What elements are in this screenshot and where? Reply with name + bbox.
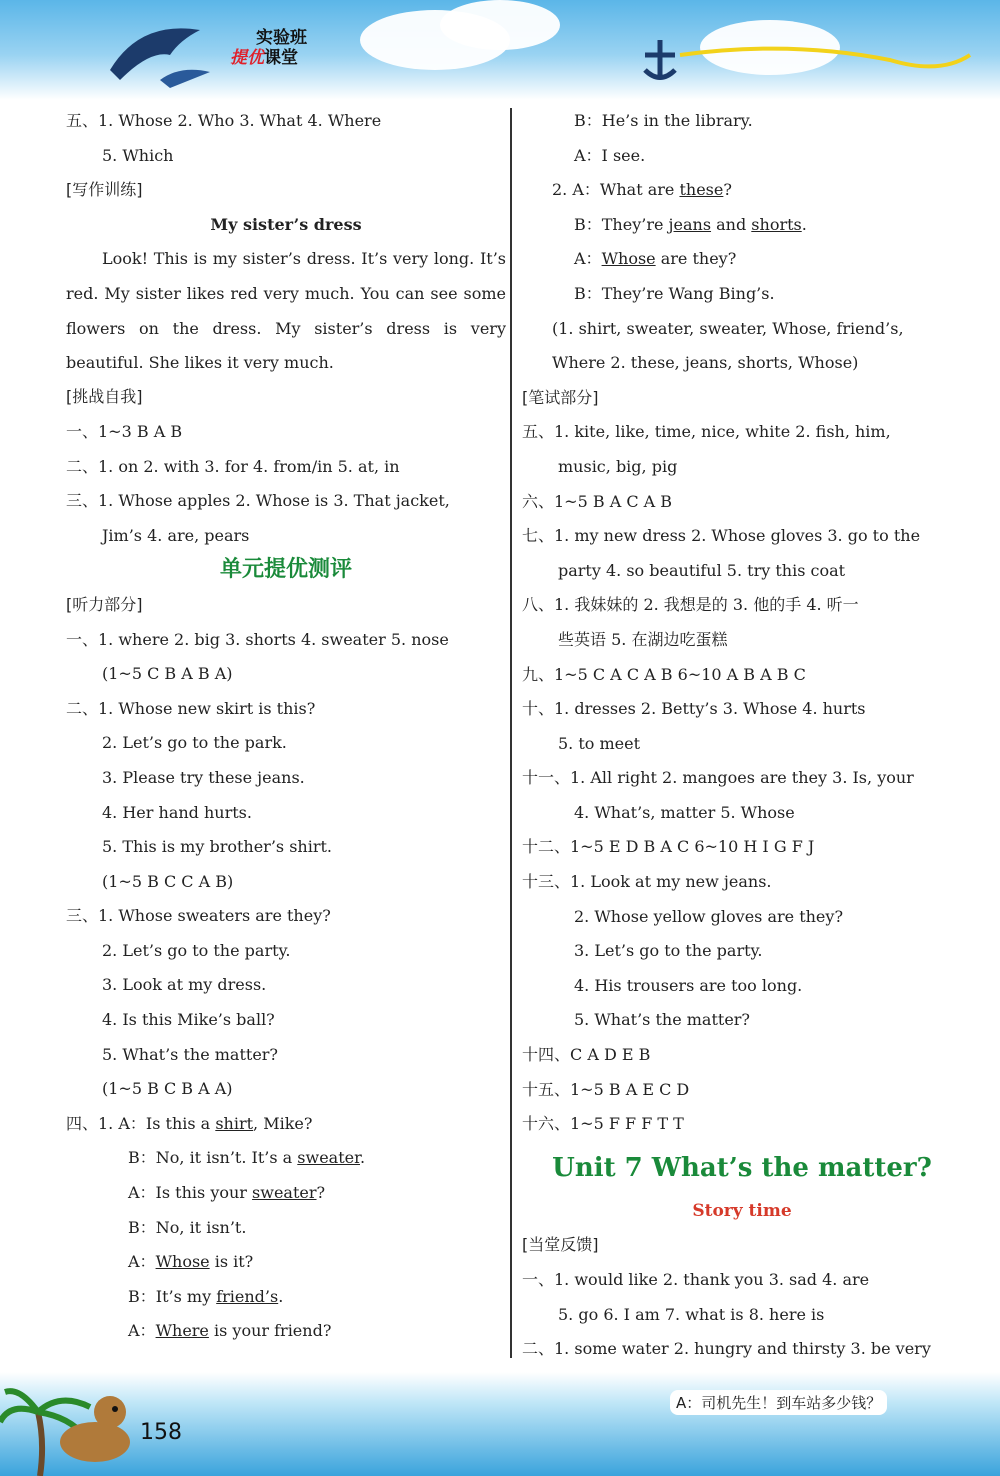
- dialogue-line: B：They’re Wang Bing’s.: [574, 283, 775, 303]
- answer-line: 二、1. some water 2. hungry and thirsty 3. be very: [522, 1339, 931, 1359]
- answer-line: party 4. so beautiful 5. try this coat: [558, 560, 846, 580]
- answer-line: 5. to meet: [558, 733, 641, 753]
- dialogue-line: A：Whose is it?: [128, 1252, 254, 1272]
- essay-body: Look! This is my sister’s dress. It’s very long. It’s red. My sister likes red very much. You can see some flowers on the dress. My sister’s dress is very beautiful. She likes it very much.: [66, 249, 506, 373]
- answer-line: Where 2. these, jeans, shorts, Whose): [552, 353, 859, 373]
- seal-icon: [50, 1387, 140, 1467]
- dialogue-line: A：Whose are they?: [574, 249, 737, 269]
- answer-line: 5. What’s the matter?: [574, 1010, 751, 1030]
- right-column: [522, 104, 962, 1367]
- answer-line: 5. go 6. I am 7. what is 8. here is: [558, 1304, 825, 1324]
- answer-line: 5. This is my brother’s shirt.: [102, 837, 333, 857]
- answer-line: 一、1~3 B A B: [66, 421, 183, 441]
- anchor-icon: [640, 30, 990, 90]
- brand-line-1: 实验班: [256, 28, 307, 48]
- page-number: 158: [140, 1420, 182, 1445]
- unit-test-title: 单元提优测评: [219, 557, 352, 583]
- page-header: [0, 0, 1000, 100]
- answer-line: 二、1. on 2. with 3. for 4. from/in 5. at, in: [66, 456, 400, 476]
- answer-line: 三、1. Whose apples 2. Whose is 3. That jacket,: [66, 491, 450, 511]
- dialogue-line: B：No, it isn’t.: [128, 1217, 247, 1237]
- answer-line: (1~5 B C C A B): [102, 871, 234, 891]
- dialogue-line: A：I see.: [574, 145, 646, 165]
- answer-line: music, big, pig: [558, 456, 678, 476]
- section-tag-listening: [听力部分]: [66, 594, 143, 614]
- answer-line: 五、1. Whose 2. Who 3. What 4. Where: [66, 111, 382, 130]
- answer-line: 三、1. Whose sweaters are they?: [66, 906, 331, 926]
- answer-line: Jim’s 4. are, pears: [102, 525, 250, 545]
- answer-line: 3. Look at my dress.: [102, 975, 267, 995]
- section-tag-written: [笔试部分]: [522, 387, 599, 407]
- section-tag-challenge: [挑战自我]: [66, 387, 143, 407]
- answer-line: 十二、1~5 E D B A C 6~10 H I G F J: [522, 837, 815, 857]
- answer-line: 十、1. dresses 2. Betty’s 3. Whose 4. hurts: [522, 699, 866, 719]
- dialogue-line: B：He’s in the library.: [574, 111, 753, 130]
- answer-line: 3. Let’s go to the party.: [574, 941, 763, 961]
- answer-line: 十一、1. All right 2. mangoes are they 3. Is, your: [522, 768, 914, 788]
- answer-line: 4. Is this Mike’s ball?: [102, 1010, 275, 1030]
- dialogue-line: 四、1. A：Is this a shirt, Mike?: [66, 1113, 313, 1133]
- brand-line-2a: 提优: [230, 48, 264, 68]
- answer-line: 九、1~5 C A C A B 6~10 A B A B C: [522, 664, 806, 684]
- answer-line: 六、1~5 B A C A B: [522, 491, 673, 511]
- dialogue-line: B：It’s my friend’s.: [128, 1286, 284, 1306]
- answer-line: 4. What’s, matter 5. Whose: [574, 802, 795, 822]
- left-column: [66, 104, 506, 1349]
- dialogue-line: A：Where is your friend?: [128, 1321, 332, 1341]
- speech-bubble: A：司机先生！到车站多少钱？: [670, 1390, 887, 1415]
- essay-title: My sister’s dress: [210, 214, 362, 234]
- section-tag-feedback: [当堂反馈]: [522, 1235, 599, 1255]
- answer-line: 些英语 5. 在湖边吃蛋糕: [558, 629, 728, 649]
- brand-line-2b: 课堂: [264, 48, 298, 68]
- answer-line: 2. Whose yellow gloves are they?: [574, 906, 844, 926]
- answer-line: 一、1. would like 2. thank you 3. sad 4. are: [522, 1270, 870, 1289]
- answer-line: 4. His trousers are too long.: [574, 975, 803, 995]
- brand-logo: [230, 28, 307, 68]
- answer-line: 5. What’s the matter?: [102, 1044, 279, 1064]
- answer-line: 八、1. 我妹妹的 2. 我想是的 3. 他的手 4. 听一: [522, 595, 859, 615]
- answer-line: (1~5 C B A B A): [102, 664, 233, 684]
- answer-line: 十六、1~5 F F F T T: [522, 1114, 684, 1134]
- answer-line: 七、1. my new dress 2. Whose gloves 3. go to the: [522, 526, 921, 546]
- answer-line: 十五、1~5 B A E C D: [522, 1079, 690, 1099]
- answer-line: 2. Let’s go to the party.: [102, 940, 291, 960]
- dialogue-line: 2. A：What are these?: [552, 180, 732, 200]
- dialogue-line: B：No, it isn’t. It’s a sweater.: [128, 1148, 366, 1168]
- story-time-heading: Story time: [692, 1200, 792, 1221]
- answer-line: 一、1. where 2. big 3. shorts 4. sweater 5. nose: [66, 629, 449, 649]
- column-divider: [510, 108, 512, 1358]
- answer-line: 二、1. Whose new skirt is this?: [66, 698, 316, 718]
- answer-line: 5. Which: [102, 145, 174, 165]
- answer-line: 3. Please try these jeans.: [102, 767, 305, 787]
- answer-line: (1~5 B C B A A): [102, 1079, 233, 1099]
- answer-line: 十三、1. Look at my new jeans.: [522, 872, 772, 892]
- answer-line: 4. Her hand hurts.: [102, 802, 252, 822]
- answer-line: 2. Let’s go to the park.: [102, 733, 287, 753]
- dolphin-icon: [100, 10, 220, 90]
- section-tag-writing: [写作训练]: [66, 180, 143, 200]
- unit-title: Unit 7 What’s the matter?: [552, 1152, 932, 1183]
- answer-line: 十四、C A D E B: [522, 1045, 651, 1065]
- dialogue-line: B：They’re jeans and shorts.: [574, 214, 807, 234]
- answer-line: (1. shirt, sweater, sweater, Whose, friend’s,: [552, 318, 904, 338]
- answer-line: 五、1. kite, like, time, nice, white 2. fish, him,: [522, 422, 891, 442]
- cloud-decoration: [440, 0, 560, 50]
- dialogue-line: A：Is this your sweater?: [128, 1183, 326, 1203]
